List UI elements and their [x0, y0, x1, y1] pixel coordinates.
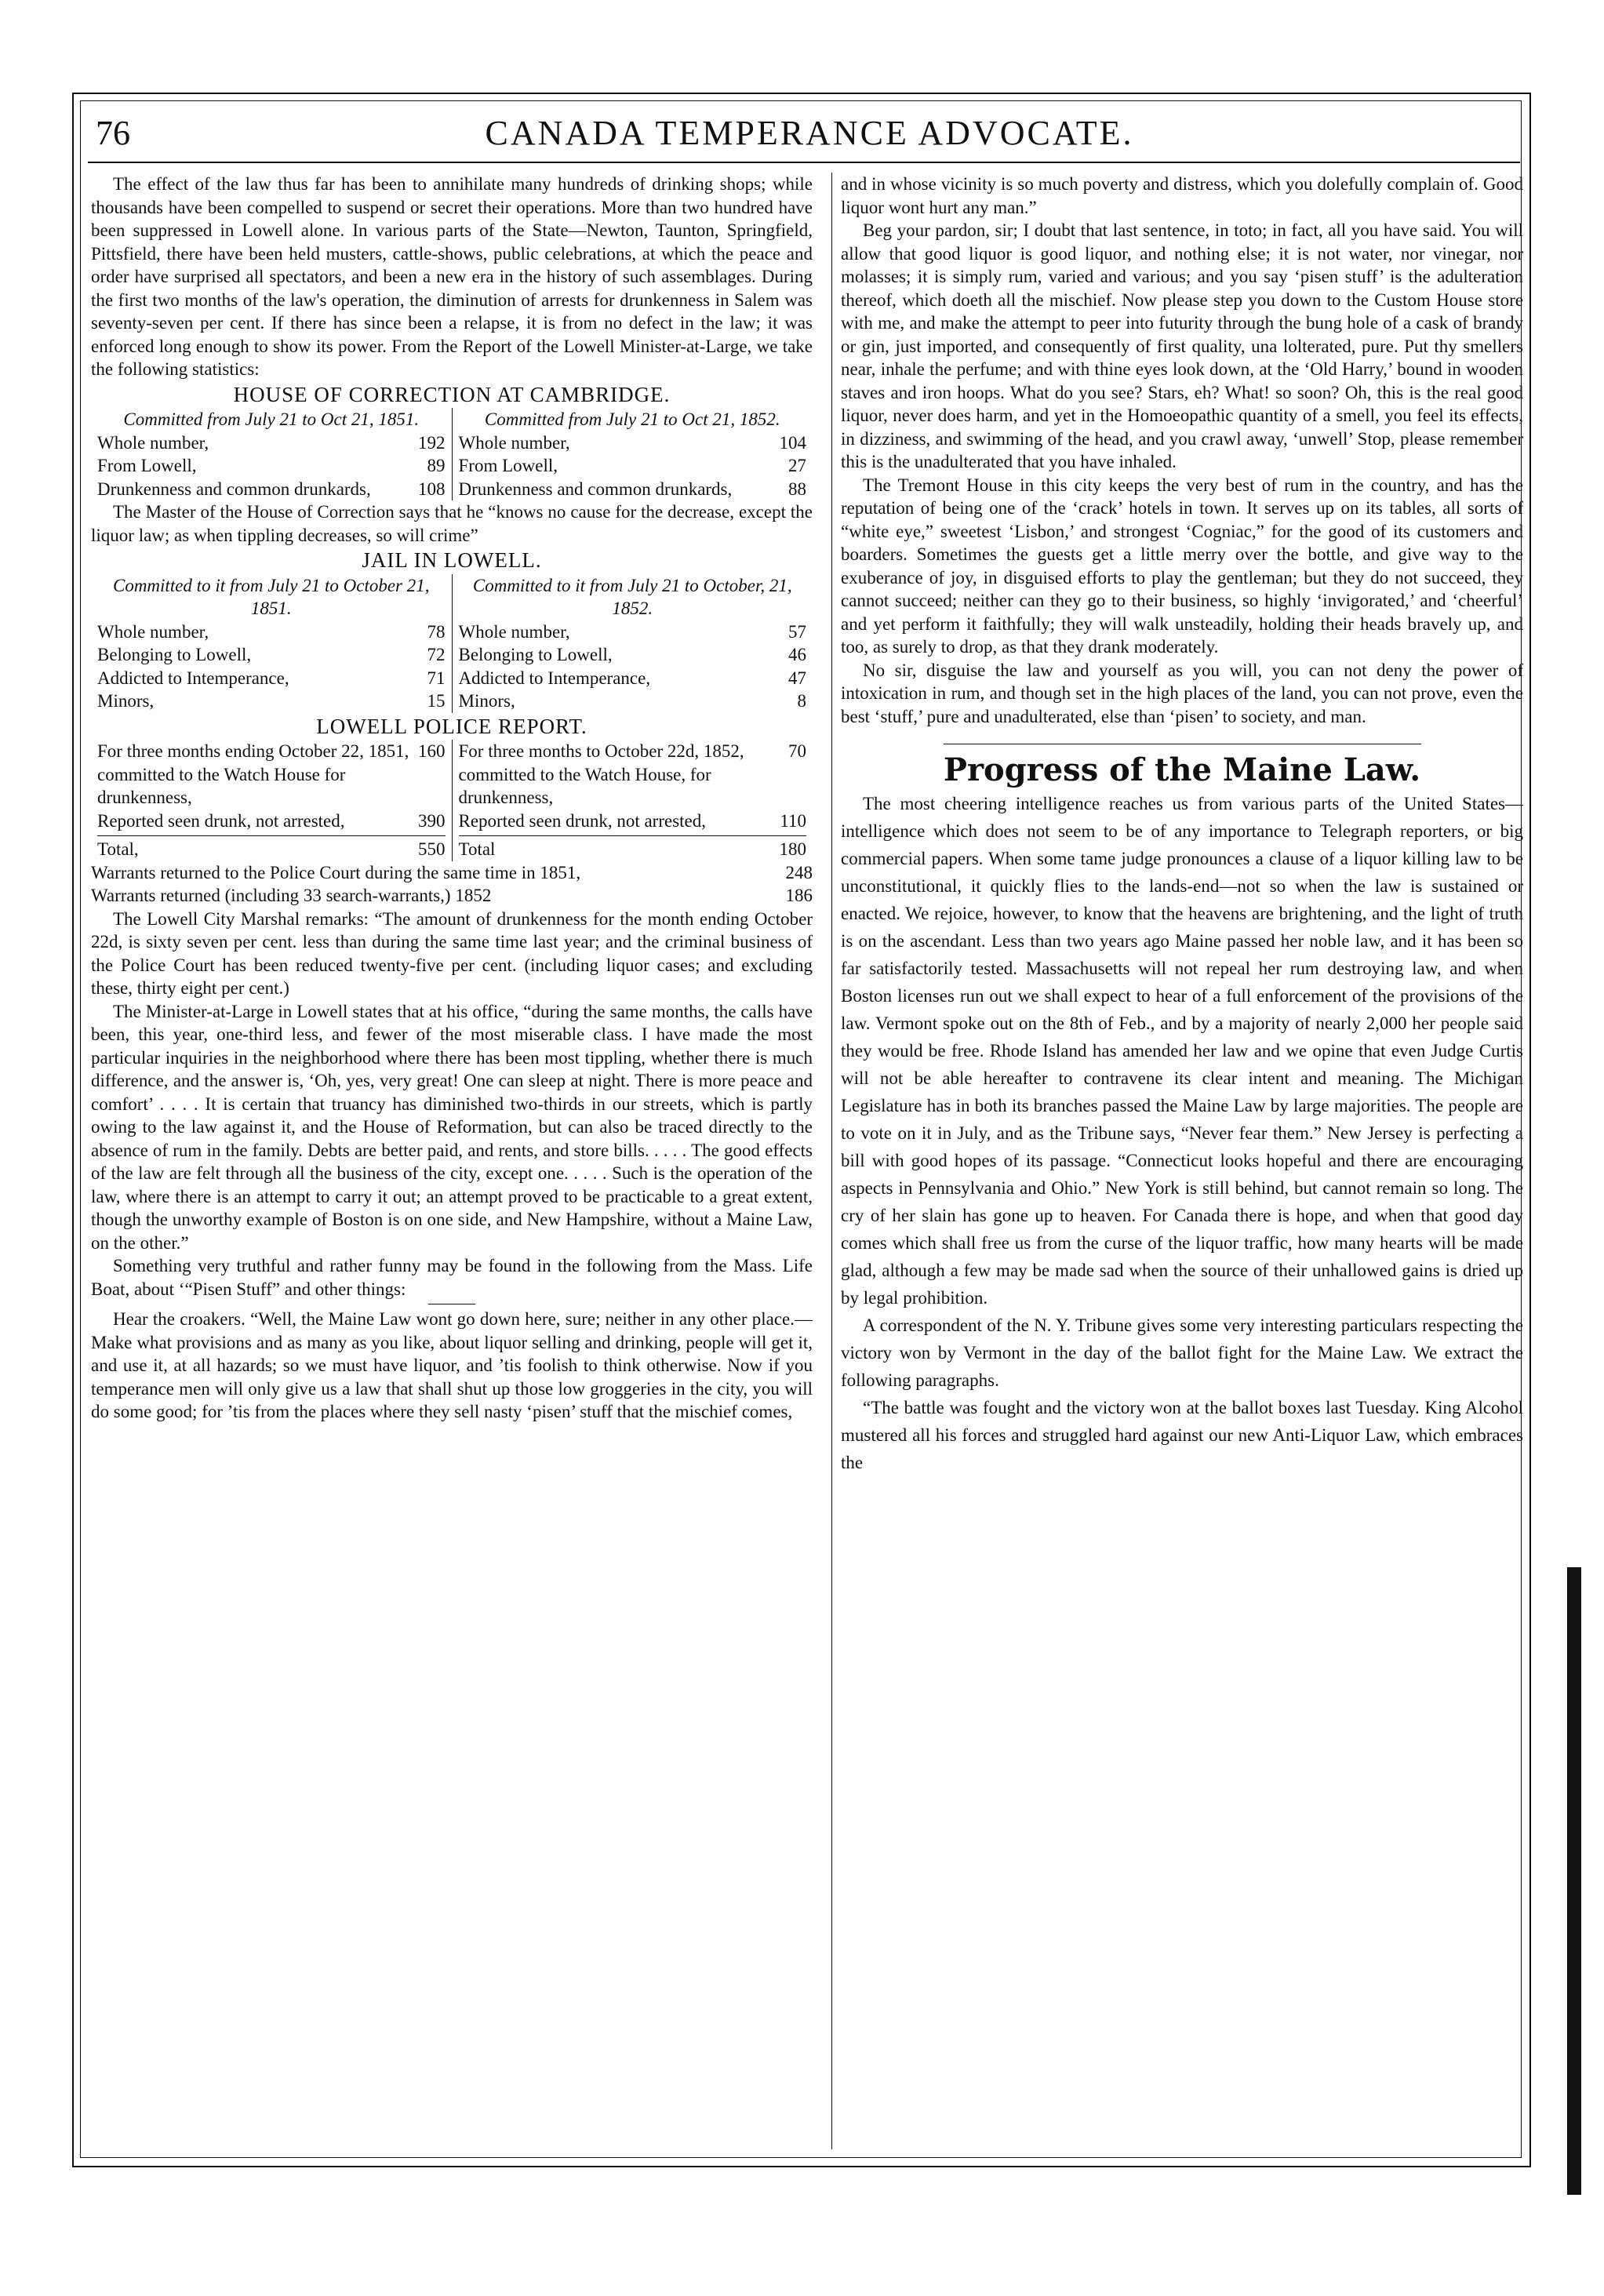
- table-row: [97, 740, 446, 810]
- jail-table: [91, 574, 813, 713]
- row-value: 27: [788, 456, 806, 475]
- row-value: 15: [427, 691, 446, 711]
- row-label: Minors,: [97, 691, 155, 711]
- row-value: 390: [418, 810, 446, 831]
- paragraph-battle: “The battle was fought and the victory won at the ballot boxes last Tuesday. King Alcohol mustered all his forces and struggled hard against our new Anti-Liquor Law, which embraces the: [841, 1397, 1523, 1472]
- table-row: [459, 478, 807, 501]
- paragraph-no-sir: No sir, disguise the law and yourself as you will, you can not deny the power of intoxication in rum, and though set in the high places of the land, you can not prove, even the best ‘stuff,’ pure and unadulterated, else than ‘pisen’ to society, and man.: [841, 660, 1523, 726]
- header-rule: [88, 162, 1520, 163]
- table-row: [459, 620, 807, 644]
- row-value: 104: [779, 432, 806, 453]
- table-row: [97, 810, 446, 833]
- row-value: 108: [418, 478, 446, 499]
- jail-1852-subheading: Committed to it from July 21 to October, 21, 1852.: [472, 575, 792, 618]
- row-label: Whole number,: [458, 432, 570, 453]
- table-row: [97, 431, 446, 455]
- row-label: Drunkenness and common drunkards,: [458, 478, 733, 499]
- police-report-heading: LOWELL POLICE REPORT.: [316, 714, 587, 738]
- newspaper-page: [72, 93, 1531, 2167]
- paragraph-beg-your-pardon: Beg your pardon, sir; I doubt that last sentence, in toto; in fact, all you have said. You will allow that good liquor is good liquor, and nothing else; it is not water, nor vinegar, nor molasses; it is simply rum, varied and various; and you say ‘pisen stuff’ is the adulteration thereof, which doeth all the mischief. Now please step you down to the Custom House store with me, and make the attempt to peer into futurity through the bung hole of a cask of brandy or gin, just imported, and consequently of first quality, una lolterated, pure. Put thy smellers near, inhale the perfume; and with thine eyes look down, at the ‘Old Harry,’ bound in wooden staves and iron hoops. What do you see? Stars, eh? What! so soon? Oh, this is the real good liquor, never does harm, and yet in the Homoeopathic quantity of a smell, you feel its effects, in dizziness, and swimming of the head, and you crawl away, ‘unwell’ Stop, please remember this is the unadulterated that you have inhaled.: [841, 220, 1523, 471]
- row-value: 110: [780, 810, 806, 831]
- table-row: [459, 740, 807, 810]
- paragraph-tremont: The Tremont House in this city keeps the very best of rum in the country, and has the reputation of being one of the ‘crack’ hotels in town. It serves up on its tables, all sorts of “white eye,” sweetest ‘Lisbon,’ and strongest ‘Cogniac,” for the good of its customers and boarders. Sometimes the guests get a little merry over the bottle, and give way to the exuberance of joy, in disguised efforts to play the gentleman; but they do not succeed, they cannot succeed; neither can they go to their business, so highly ‘invigorated,’ and ‘cheerful’ and yet perform it faithfully; they will walk unsteadily, holding their heads bravely up, and too, as surely to drop, as that they drank moderately.: [841, 475, 1523, 657]
- row-label: From Lowell,: [458, 456, 558, 475]
- row-label: Whole number,: [97, 621, 209, 642]
- warrants-1852-row: [91, 884, 813, 908]
- row-label: Addicted to Intemperance,: [97, 668, 289, 688]
- paragraph-marshal: The Lowell City Marshal remarks: “The amount of drunkenness for the month ending October 22d, is sixty seven per cent. less than during the same time last year; and the criminal business of the Police Court has been reduced twenty-five per cent. (including liquor cases; and excluding these, thirty eight per cent.): [91, 908, 813, 998]
- table-row: [459, 667, 807, 690]
- row-value: 70: [788, 741, 806, 761]
- row-label: Total: [458, 839, 496, 859]
- jail-1851-subheading: Committed to it from July 21 to October 21, 1851.: [112, 575, 430, 618]
- table-row: [97, 620, 446, 644]
- table-row: [459, 643, 807, 667]
- row-label: Addicted to Intemperance,: [458, 668, 651, 688]
- row-value: 8: [797, 691, 806, 711]
- right-column: [841, 173, 1523, 1476]
- journal-title: CANADA TEMPERANCE ADVOCATE.: [485, 114, 1134, 152]
- row-label: Warrants returned (including 33 search-warrants,) 1852: [91, 886, 492, 905]
- table-row: [97, 643, 446, 667]
- row-value: 72: [427, 645, 446, 664]
- house-1852-subheading: Committed from July 21 to Oct 21, 1852.: [484, 409, 780, 429]
- table-row: [97, 690, 446, 713]
- row-value: 192: [418, 432, 446, 453]
- row-value: 160: [418, 741, 446, 761]
- row-label: Total,: [97, 839, 139, 859]
- police-1852-column: [452, 740, 813, 861]
- row-value: 47: [788, 668, 806, 688]
- paragraph-croakers: Hear the croakers. “Well, the Maine Law wont go down here, sure; neither in any other place.—Make what provisions and as many as you like, about liquor selling and drinking, people will get it, and use it, at all hazards; so we must have liquor, and ’tis foolish to think otherwise. Now if you temperance men will only give us a law that shall shut up those low groggeries in the city, you will do some good; for ’tis from the places where they sell nasty ‘pisen’ stuff that the mischief comes,: [91, 1309, 813, 1421]
- table-total-row: [97, 835, 446, 861]
- row-label: Minors,: [458, 691, 515, 711]
- table-row: [97, 667, 446, 690]
- paragraph-correspondent: A correspondent of the N. Y. Tribune gives some very interesting particulars respecting the victory won by Vermont in the day of the ballot fight for the Maine Law. We extract the following paragraphs.: [841, 1315, 1523, 1390]
- row-label: Reported seen drunk, not arrested,: [97, 810, 345, 831]
- police-1851-column: [91, 740, 452, 861]
- article-title: Progress of the Maine Law.: [943, 751, 1421, 788]
- table-row: [97, 478, 446, 501]
- row-label: Belonging to Lowell,: [97, 645, 252, 664]
- house-1852-column: [452, 408, 813, 500]
- table-row: [459, 431, 807, 455]
- house-1851-subheading: Committed from July 21 to Oct 21, 1851.: [123, 409, 420, 429]
- paragraph-something: Something very truthful and rather funny may be found in the following from the Mass. Life Boat, about ‘“Pisen Stuff” and other things:: [91, 1256, 813, 1299]
- row-value: 46: [788, 645, 806, 664]
- row-value: 71: [427, 668, 446, 688]
- table-total-row: [459, 835, 807, 861]
- row-value: 88: [788, 478, 806, 499]
- house-of-correction-heading: HOUSE OF CORRECTION AT CAMBRIDGE.: [233, 382, 671, 406]
- table-row: [459, 690, 807, 713]
- paragraph-most-cheering: The most cheering intelligence reaches us from various parts of the United States—intelligence which does not seem to be of any importance to Telegraph reporters, or big commercial papers. When some tame judge pronounces a clause of a liquor killing law to be unconstitutional, it quickly flies to the lands-end—not so when the law is sustained or enacted. We rejoice, however, to know that the heavens are brightening, and the light of truth is on the ascendant. Less than two years ago Maine passed her noble law, and it has been so far satisfactorily tested. Massachusetts will not repeal her rum destroying law, and when Boston licenses run out we shall expect to hear of a full enforcement of the provisions of the law. Vermont spoke out on the 8th of Feb., and by a majority of nearly 2,000 her people said they would be free. Rhode Island has amended her law and we opine that even Judge Curtis will not be able hereafter to contravene its clear intent and meaning. The Michigan Legislature has in both its branches passed the Maine Law by large majorities. The people are to vote on it in July, and as the Tribune says, “Never fear them.” New Jersey is perfecting a bill with good hopes of its passage. “Connecticut looks hopeful and there are encouraging aspects in Pennsylvania and Ohio.” New York is still behind, but cannot remain so long. The cry of her slain has gone up to heaven. For Canada there is hope, and when that good day comes which shall free us from the curse of the liquor traffic, how many hearts will be made glad, although a few may be made sad when the source of their unhallowed gains is dried up by legal prohibition.: [841, 793, 1523, 1308]
- page-header: [96, 110, 1523, 158]
- row-value: 180: [779, 839, 806, 859]
- row-label: Belonging to Lowell,: [458, 645, 613, 664]
- left-column: [91, 173, 813, 1424]
- paragraph-master: The Master of the House of Correction says that he “knows no cause for the decrease, except the liquor law; as when tippling decreases, so will crime”: [91, 502, 813, 545]
- jail-1851-column: [91, 574, 452, 713]
- row-value: 89: [427, 456, 446, 475]
- jail-1852-column: [452, 574, 813, 713]
- row-value: 186: [785, 886, 813, 905]
- row-label: Warrants returned to the Police Court during the same time in 1851,: [91, 862, 581, 882]
- warrants-1851-row: [91, 861, 813, 885]
- table-row: [459, 454, 807, 478]
- jail-heading: JAIL IN LOWELL.: [362, 548, 542, 572]
- row-label: From Lowell,: [97, 456, 197, 475]
- row-label: Whole number,: [458, 621, 570, 642]
- row-value: 57: [788, 621, 806, 642]
- row-value: 248: [785, 862, 813, 882]
- table-row: [97, 454, 446, 478]
- table-row: [459, 810, 807, 833]
- row-label: Reported seen drunk, not arrested,: [458, 810, 707, 831]
- paragraph-minister: The Minister-at-Large in Lowell states that at his office, “during the same months, the calls have been, this year, one-third less, and fewer of the most miserable class. I have made the most particular inquiries in the neighborhood where there has been most tippling, whether there is much difference, and the answer is, ‘Oh, yes, very great! One can sleep at night. There is more peace and comfort’ . . . . It is certain that truancy has diminished two-thirds in our streets, which is partly owing to the law against it, and the House of Reformation, but can also be traced directly to the absence of rum in the family. Debts are better paid, and rents, and store bills. . . . . The good effects of the law are felt through all the business of the city, except one. . . . . Such is the operation of the law, where there is an attempt to carry it out; an attempt proved to be practicable to a great extent, though the unworthy example of Boston is on one side, and New Hampshire, without a Maine Law, on the other.”: [91, 1001, 813, 1253]
- police-report-table: [91, 740, 813, 861]
- house-of-correction-table: [91, 408, 813, 500]
- column-divider: [831, 173, 832, 2149]
- page-number: 76: [96, 114, 130, 152]
- row-label: For three months ending October 22, 1851, committed to the Watch House for drunkenness,: [97, 741, 409, 807]
- paragraph-continued: and in whose vicinity is so much poverty and distress, which you dolefully complain of. Good liquor wont hurt any man.”: [841, 174, 1523, 217]
- house-1851-column: [91, 408, 452, 500]
- row-label: Drunkenness and common drunkards,: [97, 478, 371, 499]
- article-body: [841, 790, 1523, 1476]
- row-value: 78: [427, 621, 446, 642]
- row-label: For three months to October 22d, 1852, committed to the Watch House, for drunkenness,: [458, 741, 744, 807]
- row-value: 550: [418, 839, 446, 859]
- paragraph-intro: The effect of the law thus far has been to annihilate many hundreds of drinking shops; while thousands have been compelled to suspend or secret their operations. More than two hundred have been suppressed in Lowell alone. In various parts of the State—Newton, Taunton, Springfield, Pittsfield, there have been held musters, cattle-shows, public celebrations, at which the peace and order have surprised all spectators, and been a new era in the history of such assemblages. During the first two months of the law's operation, the diminution of arrests for drunkenness in Salem was seventy-seven per cent. If there has since been a relapse, it is from no defect in the law; it was enforced long enough to show its power. From the Report of the Lowell Minister-at-Large, we take the following statistics:: [91, 174, 813, 379]
- row-label: Whole number,: [97, 432, 209, 453]
- edge-shadow: [1567, 1567, 1581, 2195]
